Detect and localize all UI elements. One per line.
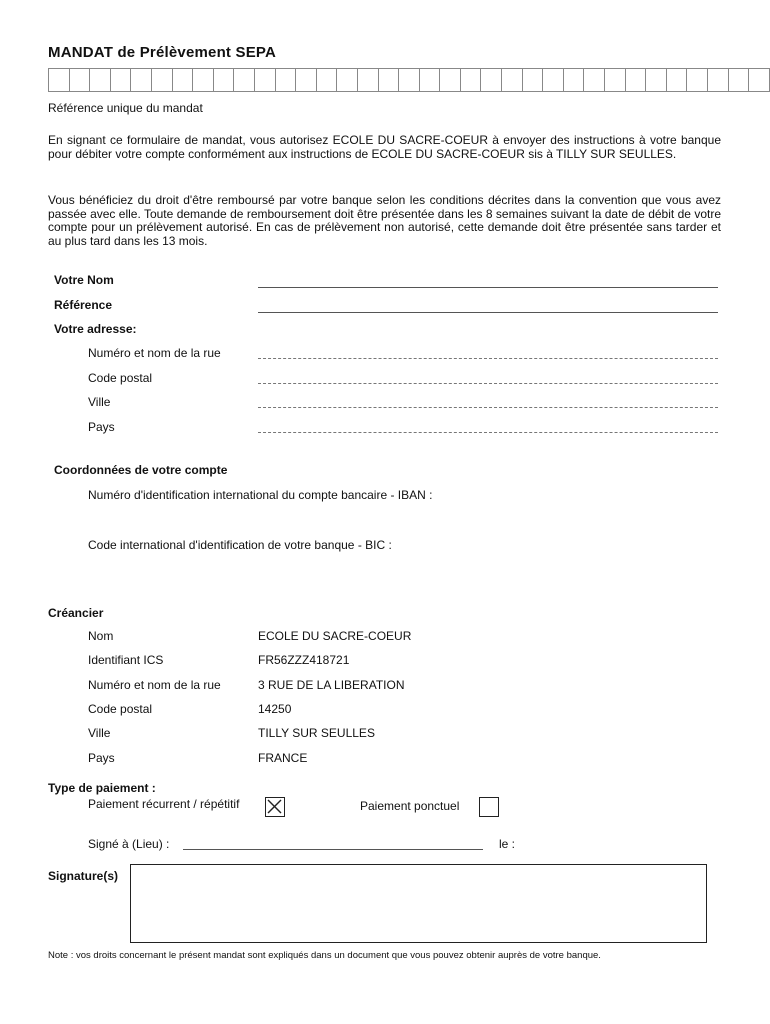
oneoff-payment-checkbox[interactable]	[479, 797, 499, 817]
reference-char-box[interactable]	[111, 69, 132, 91]
refund-rights-paragraph: Vous bénéficiez du droit d'être remboursé par votre banque selon les conditions décrites dans la convention que vous avez passée avec elle. Toute demande de remboursement doit être présentée dans les 8 semaines suivant la date de débit de votre compte pour un prélèvement autorisé. En cas de prélèvement non autorisé, cette demande doit être présentée sans tarder et au plus tard dans les 13 mois.	[48, 193, 721, 248]
mandate-reference-grid[interactable]	[48, 68, 770, 92]
creditor-ics-value: FR56ZZZ418721	[258, 653, 350, 667]
reference-char-box[interactable]	[49, 69, 70, 91]
signature-label: Signature(s)	[48, 869, 119, 883]
reference-char-box[interactable]	[646, 69, 667, 91]
signed-at-label: Signé à (Lieu) :	[88, 837, 170, 851]
reference-char-box[interactable]	[440, 69, 461, 91]
payment-type-heading: Type de paiement :	[48, 781, 156, 795]
iban-label: Numéro d'identification international du compte bancaire - IBAN :	[88, 488, 433, 502]
reference-char-box[interactable]	[605, 69, 626, 91]
debtor-reference-field[interactable]	[258, 312, 718, 313]
creditor-country-value: FRANCE	[258, 751, 308, 765]
bic-label: Code international d'identification de votre banque - BIC :	[88, 538, 392, 552]
recurrent-payment-label: Paiement récurrent / répétitif	[88, 797, 240, 811]
debtor-city-label: Ville	[88, 395, 111, 409]
debtor-address-label: Votre adresse:	[54, 322, 137, 336]
reference-char-box[interactable]	[90, 69, 111, 91]
debtor-postal-label: Code postal	[88, 371, 153, 385]
creditor-postal-value: 14250	[258, 702, 292, 716]
reference-char-box[interactable]	[379, 69, 400, 91]
reference-char-box[interactable]	[523, 69, 544, 91]
reference-char-box[interactable]	[193, 69, 214, 91]
creditor-postal-label: Code postal	[88, 702, 153, 716]
creditor-city-value: TILLY SUR SEULLES	[258, 726, 375, 740]
reference-char-box[interactable]	[358, 69, 379, 91]
debtor-city-field[interactable]	[258, 407, 718, 408]
debtor-name-label: Votre Nom	[54, 273, 114, 287]
reference-char-box[interactable]	[420, 69, 441, 91]
date-label: le :	[499, 837, 516, 851]
account-heading: Coordonnées de votre compte	[54, 463, 228, 477]
reference-char-box[interactable]	[729, 69, 750, 91]
creditor-street-value: 3 RUE DE LA LIBERATION	[258, 678, 405, 692]
reference-char-box[interactable]	[502, 69, 523, 91]
reference-char-box[interactable]	[152, 69, 173, 91]
reference-char-box[interactable]	[543, 69, 564, 91]
page-title: MANDAT de Prélèvement SEPA	[48, 44, 277, 61]
debtor-street-label: Numéro et nom de la rue	[88, 346, 221, 360]
check-cross-icon	[266, 798, 283, 815]
reference-char-box[interactable]	[255, 69, 276, 91]
reference-char-box[interactable]	[461, 69, 482, 91]
creditor-heading: Créancier	[48, 606, 104, 620]
reference-char-box[interactable]	[564, 69, 585, 91]
authorization-paragraph: En signant ce formulaire de mandat, vous autorisez ECOLE DU SACRE-COEUR à envoyer des instructions à votre banque pour débiter votre compte conformément aux instructions de ECOLE DU SACRE-COEUR sis à TILLY SUR SEULLES.	[48, 133, 721, 161]
reference-char-box[interactable]	[687, 69, 708, 91]
signed-at-field[interactable]	[183, 849, 483, 850]
reference-char-box[interactable]	[296, 69, 317, 91]
reference-char-box[interactable]	[317, 69, 338, 91]
reference-char-box[interactable]	[708, 69, 729, 91]
creditor-name-label: Nom	[88, 629, 114, 643]
creditor-city-label: Ville	[88, 726, 111, 740]
reference-char-box[interactable]	[234, 69, 255, 91]
reference-char-box[interactable]	[214, 69, 235, 91]
reference-char-box[interactable]	[337, 69, 358, 91]
creditor-name-value: ECOLE DU SACRE-COEUR	[258, 629, 412, 643]
debtor-country-field[interactable]	[258, 432, 718, 433]
reference-char-box[interactable]	[584, 69, 605, 91]
reference-char-box[interactable]	[667, 69, 688, 91]
creditor-country-label: Pays	[88, 751, 115, 765]
debtor-name-field[interactable]	[258, 287, 718, 288]
reference-char-box[interactable]	[626, 69, 647, 91]
reference-char-box[interactable]	[173, 69, 194, 91]
creditor-street-label: Numéro et nom de la rue	[88, 678, 221, 692]
reference-char-box[interactable]	[399, 69, 420, 91]
mandate-reference-label: Référence unique du mandat	[48, 101, 203, 115]
reference-char-box[interactable]	[749, 69, 769, 91]
debtor-reference-label: Référence	[54, 298, 113, 312]
reference-char-box[interactable]	[276, 69, 297, 91]
reference-char-box[interactable]	[70, 69, 91, 91]
oneoff-payment-label: Paiement ponctuel	[360, 799, 460, 813]
reference-char-box[interactable]	[481, 69, 502, 91]
signature-box[interactable]	[130, 864, 707, 943]
footer-note: Note : vos droits concernant le présent mandat sont expliqués dans un document que vous pouvez obtenir auprès de votre banque.	[48, 950, 601, 961]
reference-char-box[interactable]	[131, 69, 152, 91]
creditor-ics-label: Identifiant ICS	[88, 653, 164, 667]
debtor-country-label: Pays	[88, 420, 115, 434]
debtor-street-field[interactable]	[258, 358, 718, 359]
debtor-postal-field[interactable]	[258, 383, 718, 384]
recurrent-payment-checkbox[interactable]	[265, 797, 285, 817]
